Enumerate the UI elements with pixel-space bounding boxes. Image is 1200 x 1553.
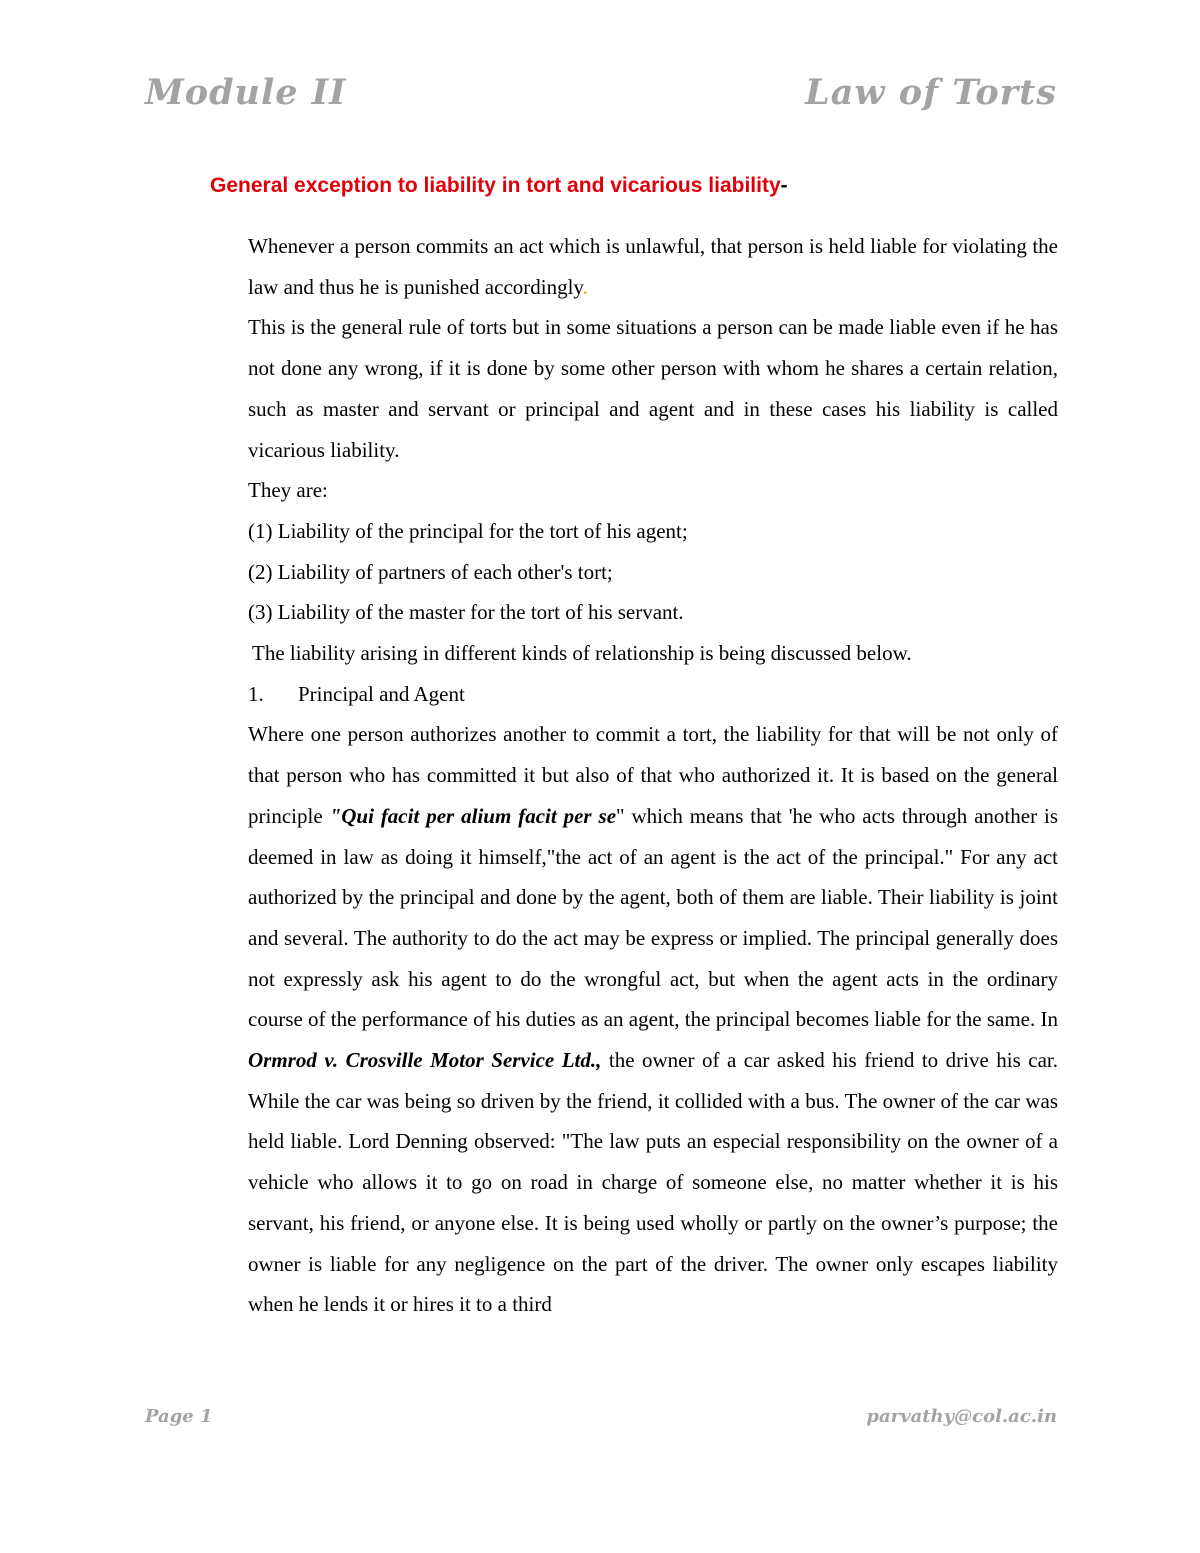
section-heading (210, 168, 1060, 204)
they-are-label: They are: (248, 478, 328, 503)
list-item: (1) Liability of the principal for the tort of his agent; (248, 518, 688, 543)
relationship-intro: The liability arising in different kinds of relationship is being discussed below. (252, 641, 912, 666)
section-principal-agent-title (248, 674, 1058, 715)
heading-text: General exception to liability in tort and vicarious liability (210, 174, 781, 197)
section-principal-agent-body (248, 714, 1058, 1325)
page-footer (145, 1406, 1057, 1436)
paragraph-general-rule: This is the general rule of torts but in some situations a person can be made liable even if he has not done any wrong, if it is done by some other person with whom he shares a certain relation, such as master and servant or principal and agent and in these cases his liability is called vicarious liability. (248, 315, 1058, 462)
paragraph-intro-end: . (582, 274, 588, 299)
latin-maxim: "Qui facit per alium facit per se (329, 803, 617, 828)
header-subject: Law of Torts (805, 72, 1057, 113)
footer-email: parvathy@col.ac.in (866, 1406, 1057, 1427)
list-item: (3) Liability of the master for the tort of his servant. (248, 600, 684, 625)
paragraph-intro (248, 226, 1058, 307)
footer-page-number: Page 1 (145, 1406, 213, 1427)
case-citation: Ormrod v. Crosville Motor Service Ltd., (248, 1048, 602, 1073)
document-body (248, 226, 1058, 1325)
heading-dash: - (780, 174, 788, 197)
list-item: (2) Liability of partners of each other's tort; (248, 559, 613, 584)
section-text-3: the owner of a car asked his friend to drive his car. While the car was being so driven by the friend, it collided with a bus. The owner of the car was held liable. Lord Denning observed: "The law puts an especial responsibility on the owner of a vehicle who allows it to go on road in charge of someone else, no matter whether it is his servant, his friend, or anyone else. It is being used wholly or partly on the owner’s purpose; the owner is liable for any negligence on the part of the driver. The owner only escapes liability when he lends it or hires it to a third (248, 1048, 1058, 1317)
section-text-2: " which means that 'he who acts through another is deemed in law as doing it himself,"the act of an agent is the act of the principal." For any act authorized by the principal and done by the agent, both of them are liable. Their liability is joint and several. The authority to do the act may be express or implied. The principal generally does not expressly ask his agent to do the wrongful act, but when the agent acts in the ordinary course of the performance of his duties as an agent, the principal becomes liable for the same. In (248, 803, 1058, 1032)
section-text-1: Where one person authorizes another to commit a tort, the liability for that will be not only of that person who has committed it but also of that who authorized it. It is based on the general principle (248, 722, 1058, 828)
section-number: 1. (248, 681, 264, 706)
paragraph-intro-text: Whenever a person commits an act which is unlawful, that person is held liable for violating the law and thus he is punished accordingly (248, 234, 1058, 299)
section-title: Principal and Agent (298, 681, 465, 706)
header-module: Module II (145, 72, 347, 113)
page-header (145, 72, 1057, 132)
